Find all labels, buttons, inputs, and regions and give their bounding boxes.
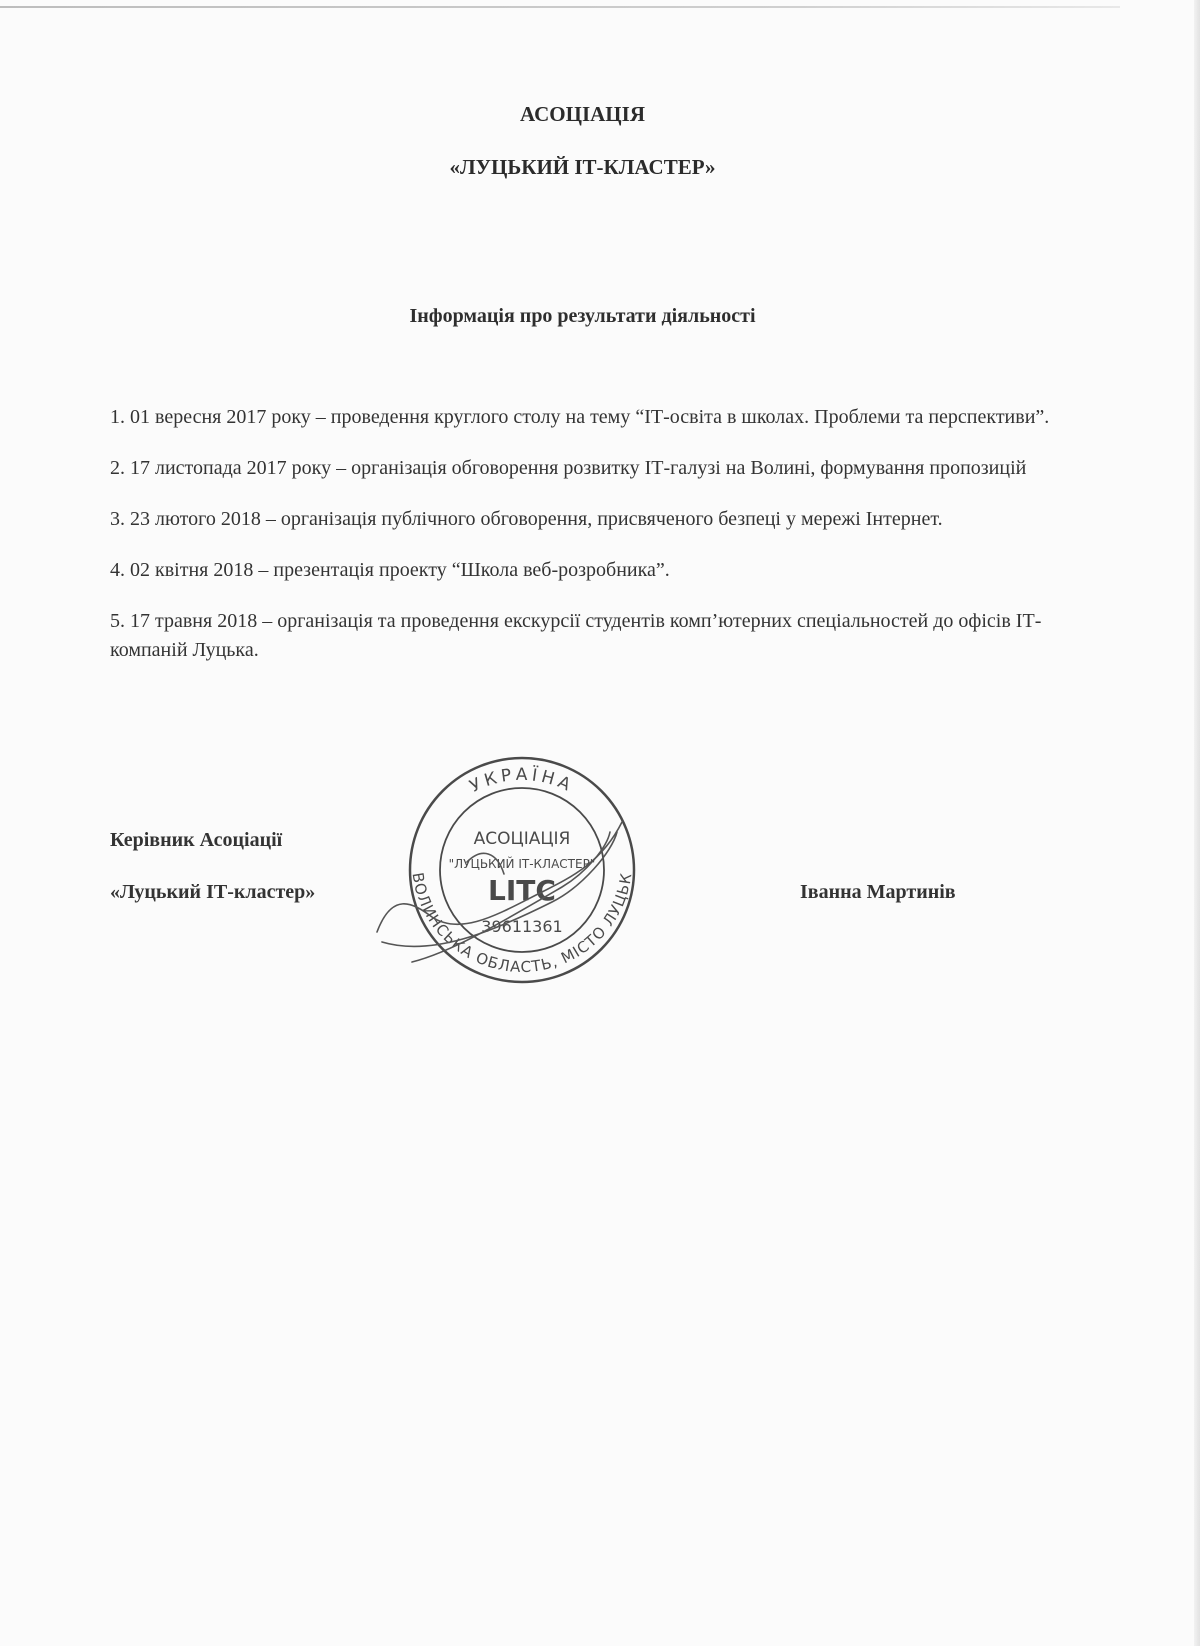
activity-item-1: 1. 01 вересня 2017 року – проведення круглого столу на тему “ІТ-освіта в школах. Проблеми та перспективи”. — [110, 406, 1050, 428]
activity-list — [110, 403, 1055, 687]
signatory-role-line2: «Луцький ІТ-кластер» — [110, 881, 316, 903]
svg-text:УКРАЇНА — [467, 764, 577, 796]
signatory-role-line1: Керівник Асоціації — [110, 829, 283, 851]
activity-item-5: 5. 17 травня 2018 – організація та проведення екскурсії студентів комп’ютерних спеціальностей до офісів ІТ-компаній Луцька. — [110, 610, 1042, 661]
signatory-name: Іванна Мартинів — [800, 881, 956, 903]
org-name-line1: АСОЦІАЦІЯ — [520, 102, 645, 126]
scan-edge-line — [0, 6, 1120, 8]
stamp-logo-text: LITC — [488, 874, 556, 907]
official-stamp — [372, 752, 672, 1012]
activity-item-3: 3. 23 лютого 2018 – організація публічного обговорення, присвяченого безпеці у мережі Інтернет. — [110, 508, 943, 530]
stamp-center-line2: "ЛУЦЬКИЙ ІТ-КЛАСТЕР" — [448, 857, 596, 871]
scan-right-edge — [1194, 0, 1200, 1646]
stamp-region-text: ВОЛИНСЬКА ОБЛАСТЬ, МІСТО ЛУЦЬК — [408, 871, 636, 977]
stamp-country-text: УКРАЇНА — [466, 764, 578, 797]
activity-item-2: 2. 17 листопада 2017 року – організація обговорення розвитку ІТ-галузі на Волині, формування пропозицій — [110, 457, 1027, 479]
stamp-center-line1: АСОЦІАЦІЯ — [473, 829, 571, 849]
org-name-line2: «ЛУЦЬКИЙ ІТ-КЛАСТЕР» — [449, 155, 716, 179]
stamp-code-text: 39611361 — [481, 917, 563, 936]
activity-item-4: 4. 02 квітня 2018 – презентація проекту “Школа веб-розробника”. — [110, 559, 670, 581]
document-title: Інформація про результати діяльності — [409, 305, 756, 327]
